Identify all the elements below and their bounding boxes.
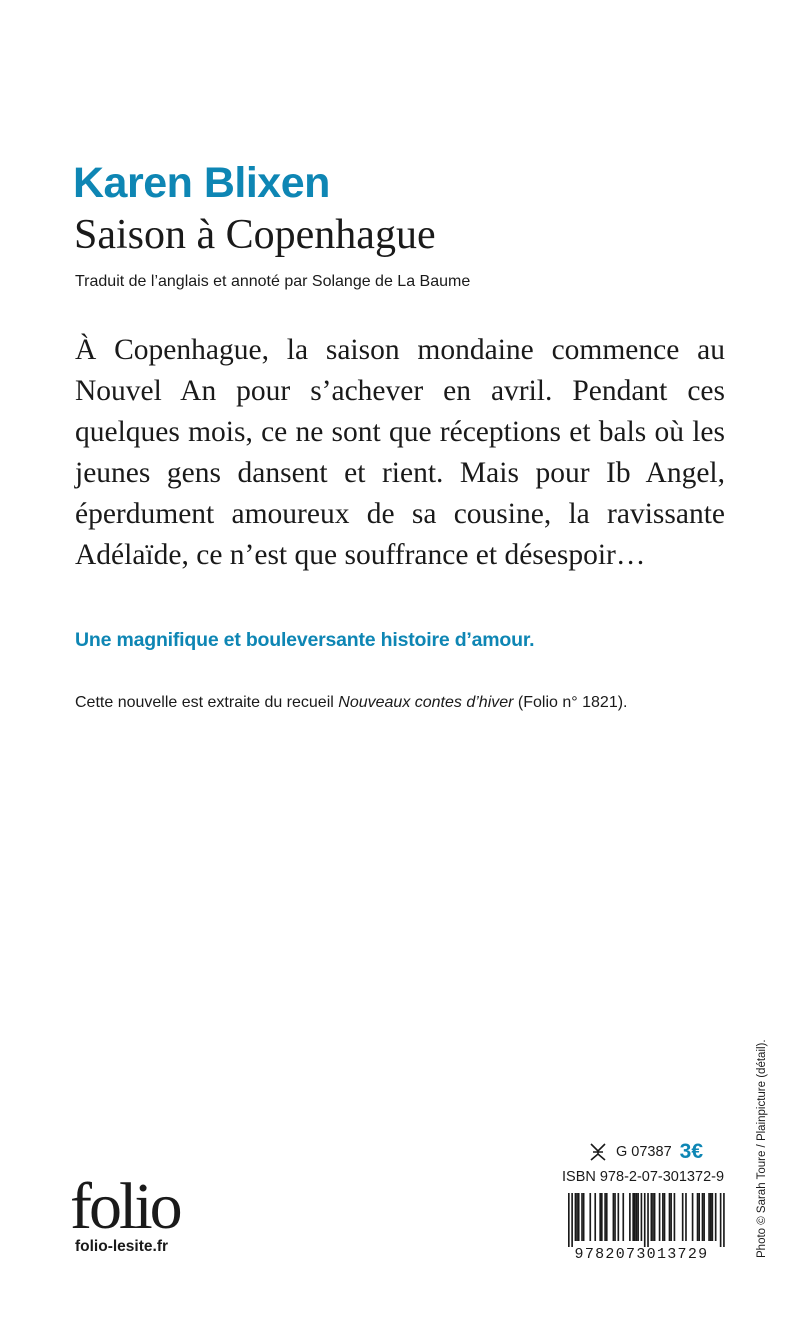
barcode-bar [589,1193,591,1241]
barcode-bar [575,1193,577,1241]
barcode-digits: 9782073013729 [574,1246,709,1260]
source-note-before: Cette nouvelle est extraite du recueil [75,694,339,711]
barcode-bar [576,1193,578,1241]
barcode-bar [664,1193,666,1241]
barcode-bar [652,1193,654,1241]
barcode-bar [708,1193,710,1241]
barcode-bar [632,1193,634,1241]
barcode-bar [578,1193,580,1241]
tagline: Une magnifique et bouleversante histoire d’amour. [75,629,535,651]
website-link[interactable]: folio-lesite.fr [75,1238,169,1255]
barcode-bar [674,1193,676,1241]
source-note-after: (Folio n° 1821). [513,694,628,711]
barcode-bar [599,1193,601,1241]
barcode-bar [712,1193,714,1241]
barcode-bars [568,1193,725,1247]
barcode-bar [685,1193,687,1241]
barcode-bar [634,1193,636,1241]
barcode-bar [662,1193,664,1241]
barcode [555,1193,728,1260]
barcode-bar [682,1193,684,1241]
barcode-bar [702,1193,704,1241]
barcode-bar [720,1193,722,1247]
barcode-bar [622,1193,624,1241]
barcode-bar [710,1193,712,1241]
barcode-bar [629,1193,631,1241]
barcode-bar [697,1193,699,1241]
photo-credit: Photo © Sarah Toure / Plainpicture (détail). [756,1039,768,1258]
barcode-bar [594,1193,596,1241]
barcode-bar [641,1193,643,1241]
author-name: Karen Blixen [73,159,330,207]
barcode-bar [715,1193,717,1241]
barcode-bar [637,1193,639,1241]
book-title: Saison à Copenhague [74,212,436,258]
product-code: G 07387 [616,1144,672,1160]
barcode-bar [651,1193,653,1241]
barcode-bar [703,1193,705,1241]
barcode-bar [647,1193,649,1247]
barcode-bar [613,1193,615,1241]
barcode-bar [606,1193,608,1241]
barcode-bar [581,1193,583,1241]
isbn-number: ISBN 978-2-07-301372-9 [562,1169,725,1185]
source-note [75,693,628,712]
barcode-bar [618,1193,620,1241]
publisher-logo: folio [70,1170,180,1243]
barcode-bar [636,1193,638,1241]
translator-credit: Traduit de l’anglais et annoté par Solange de La Baume [75,273,471,290]
barcode-bar [583,1193,585,1241]
barcode-bar [601,1193,603,1241]
price-badge: 3€ [679,1140,703,1163]
barcode-bar [659,1193,661,1241]
price-codes [588,1139,703,1165]
barcode-bar [568,1193,570,1247]
blurb-text: À Copenhague, la saison mondaine commence au Nouvel An pour s’achever en avril. Pendant ces quelques mois, ce ne sont que réceptions et bals où les jeunes gens dansent et rient. Mais pour Ib Angel, éperdument amoureux de sa cousine, la ravissante Adélaïde, ce n’est que souffrance et désespoir… [75,334,725,571]
barcode-bar [669,1193,671,1241]
barcode-bar [723,1193,725,1247]
barcode-bar [571,1193,573,1247]
barcode-bar [692,1193,694,1241]
barcode-bar [698,1193,700,1241]
barcode-bar [670,1193,672,1241]
price-category-icon [588,1142,608,1162]
barcode-bar [614,1193,616,1241]
barcode-bar [654,1193,656,1241]
barcode-bar [604,1193,606,1241]
barcode-bar [644,1193,646,1247]
collection-title: Nouveaux contes d’hiver [338,694,514,711]
